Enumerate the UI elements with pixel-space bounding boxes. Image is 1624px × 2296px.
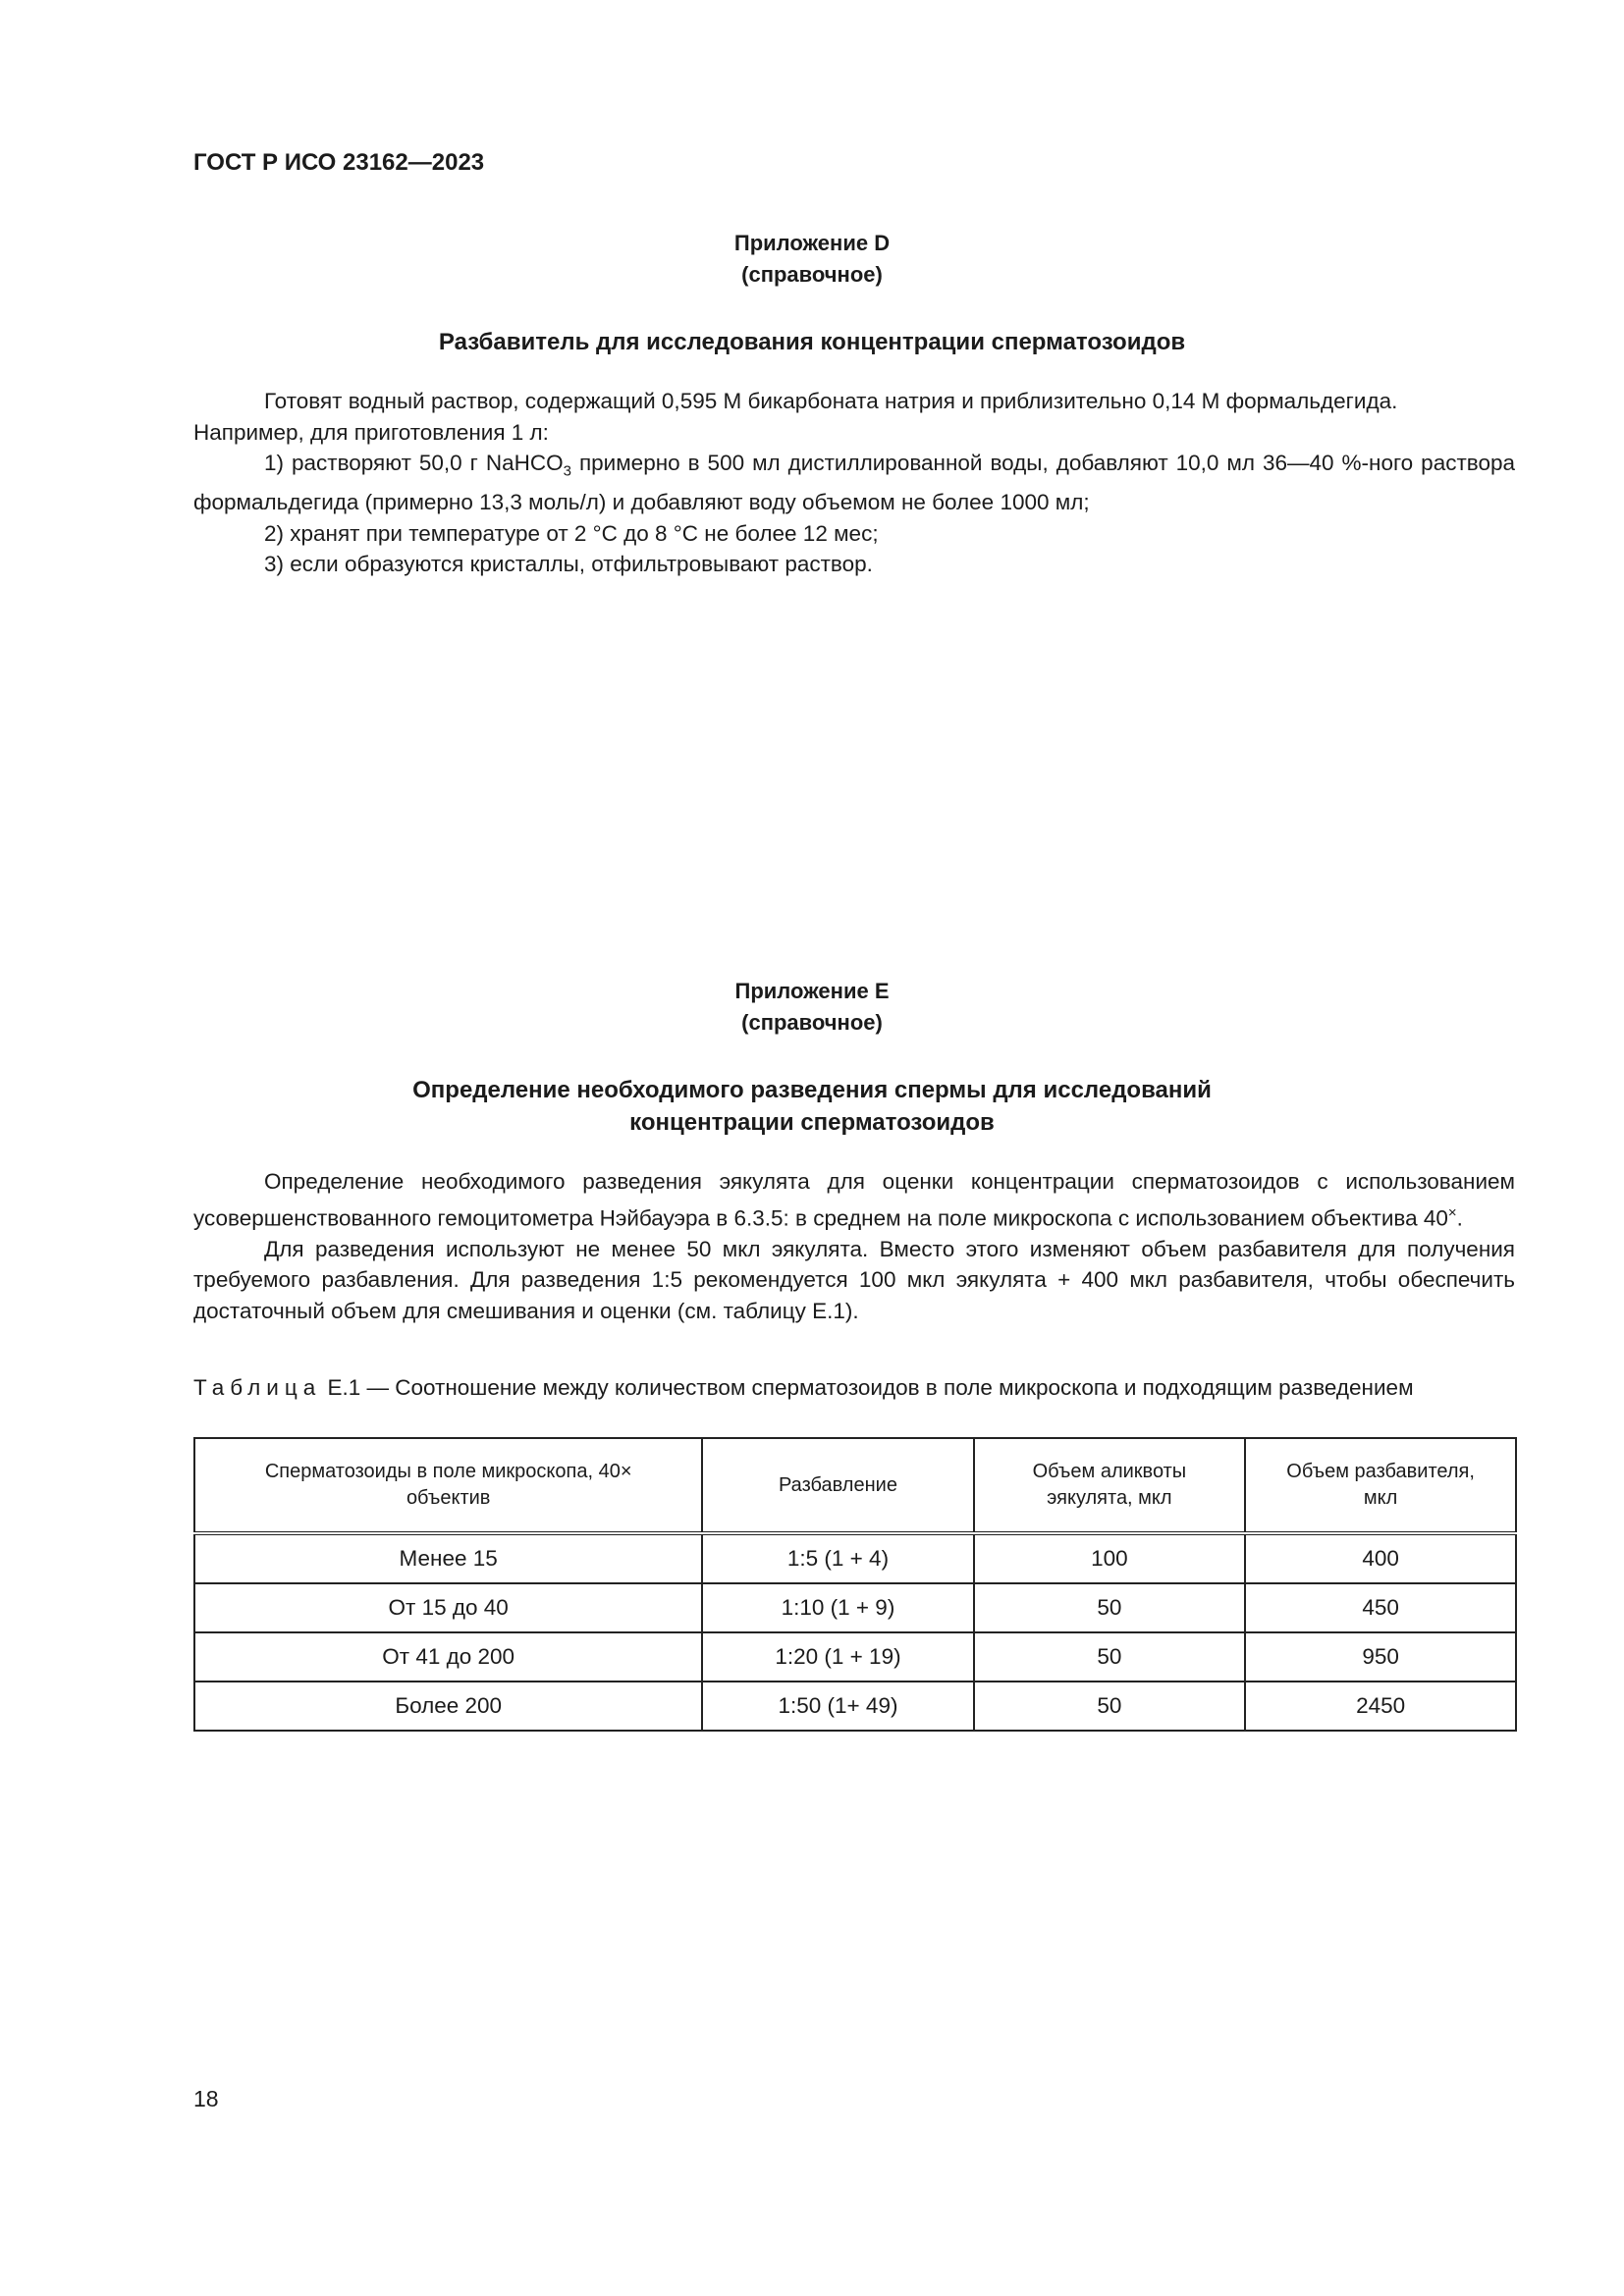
- appendix-d-step-3: 3) если образуются кристаллы, отфильтровывают раствор.: [264, 552, 873, 576]
- table-row: [194, 1533, 1516, 1583]
- paragraph-1-end: .: [1456, 1205, 1463, 1230]
- table-cell: Более 200: [194, 1682, 702, 1731]
- appendix-d-body: [193, 386, 1515, 580]
- table-caption-text: [193, 1372, 1515, 1404]
- appendix-d-subject: Разбавитель для исследования концентрации сперматозоидов: [438, 329, 1186, 355]
- appendix-e-subject-line-2: концентрации сперматозоидов: [629, 1109, 995, 1136]
- table-cell: 450: [1245, 1583, 1516, 1632]
- table-cell: 100: [974, 1533, 1246, 1583]
- table-cell: 1:50 (1+ 49): [702, 1682, 973, 1731]
- appendix-e-subject-line-1: Определение необходимого разведения спермы для исследований: [412, 1077, 1212, 1103]
- table-cell: От 15 до 40: [194, 1583, 702, 1632]
- appendix-e-title: Приложение Е: [734, 979, 890, 1003]
- appendix-d-heading: [0, 228, 1624, 358]
- appendix-d-kind: (справочное): [741, 262, 883, 287]
- appendix-d-intro-2: Например, для приготовления 1 л:: [193, 419, 549, 445]
- table-cell: 1:5 (1 + 4): [702, 1533, 973, 1583]
- table-row: [194, 1632, 1516, 1682]
- document-header: ГОСТ Р ИСО 23162—2023: [193, 149, 485, 176]
- header-cell-aliquot-volume: [974, 1438, 1246, 1533]
- appendix-d-title: Приложение D: [733, 231, 891, 255]
- table-cell: 1:20 (1 + 19): [702, 1632, 973, 1682]
- appendix-e-paragraph-2: Для разведения используют не менее 50 мкл эякулята. Вместо этого изменяют объем разбавителя для получения требуемого разбавления. Для разведения 1:5 рекомендуется 100 мкл эякулята + 400 мкл разбавителя, чтобы обеспечить достаточный объем для смешивания и оценки (см. таблицу Е.1).: [193, 1236, 1515, 1323]
- header-text-aliquot-volume: Объем аликвоты эякулята, мкл: [1032, 1461, 1187, 1509]
- header-text-sperm-count: Сперматозоиды в поле микроскопа, 40× объектив: [264, 1461, 632, 1509]
- table-header-row: [194, 1438, 1516, 1533]
- appendix-d-step-1: [193, 448, 1515, 518]
- header-cell-dilution: Разбавление: [702, 1438, 973, 1533]
- table-caption: [193, 1372, 1515, 1404]
- table-cell: 400: [1245, 1533, 1516, 1583]
- table-cell: 50: [974, 1632, 1246, 1682]
- header-cell-sperm-count: [194, 1438, 702, 1533]
- appendix-d-step-2: 2) хранят при температуре от 2 °С до 8 °С не более 12 мес;: [264, 520, 879, 546]
- paragraph-1-superscript: ×: [1447, 1203, 1457, 1221]
- table-row: [194, 1682, 1516, 1731]
- appendix-e-body: [193, 1166, 1515, 1326]
- step-1-text-b: примерно в 500 мл дистиллированной воды, добавляют 10,0 мл 36—40 %-ного раствора формальдегида (примерно 13,3 моль/л) и добавляют воду объемом не более 1000 мл;: [193, 451, 1515, 514]
- paragraph-1-text: Определение необходимого разведения эякулята для оценки концентрации сперматозоидов с использованием усовершенствованного гемоцитометра Нэйбауэра в 6.3.5: в среднем на поле микроскопа с использованием объектива 40: [193, 1169, 1515, 1230]
- table-cell: 50: [974, 1682, 1246, 1731]
- appendix-e-kind: (справочное): [741, 1010, 883, 1035]
- table-cell: 50: [974, 1583, 1246, 1632]
- page-number: 18: [193, 2086, 219, 2111]
- table-row: [194, 1583, 1516, 1632]
- step-1-subscript: 3: [563, 462, 571, 480]
- table-cell: От 41 до 200: [194, 1632, 702, 1682]
- table-cell: 1:10 (1 + 9): [702, 1583, 973, 1632]
- header-cell-diluent-volume: [1245, 1438, 1516, 1533]
- table-caption-rest: Е.1 — Соотношение между количеством сперматозоидов в поле микроскопа и подходящим разведением: [321, 1375, 1414, 1400]
- table-caption-word: Таблица: [193, 1375, 322, 1400]
- table-cell: Менее 15: [194, 1533, 702, 1583]
- appendix-e-subject: [0, 1074, 1624, 1139]
- table-cell: 950: [1245, 1632, 1516, 1682]
- step-1-text-a: 1) растворяют 50,0 г NaHCO: [264, 451, 564, 475]
- header-text-diluent-volume: Объем разбавителя, мкл: [1286, 1461, 1475, 1509]
- appendix-e-heading: [0, 976, 1624, 1139]
- table-cell: 2450: [1245, 1682, 1516, 1731]
- dilution-table: [193, 1437, 1517, 1732]
- appendix-d-intro-1: Готовят водный раствор, содержащий 0,595 М бикарбоната натрия и приблизительно 0,14 М формальдегида.: [264, 389, 1398, 413]
- appendix-e-paragraph-1: [193, 1166, 1515, 1234]
